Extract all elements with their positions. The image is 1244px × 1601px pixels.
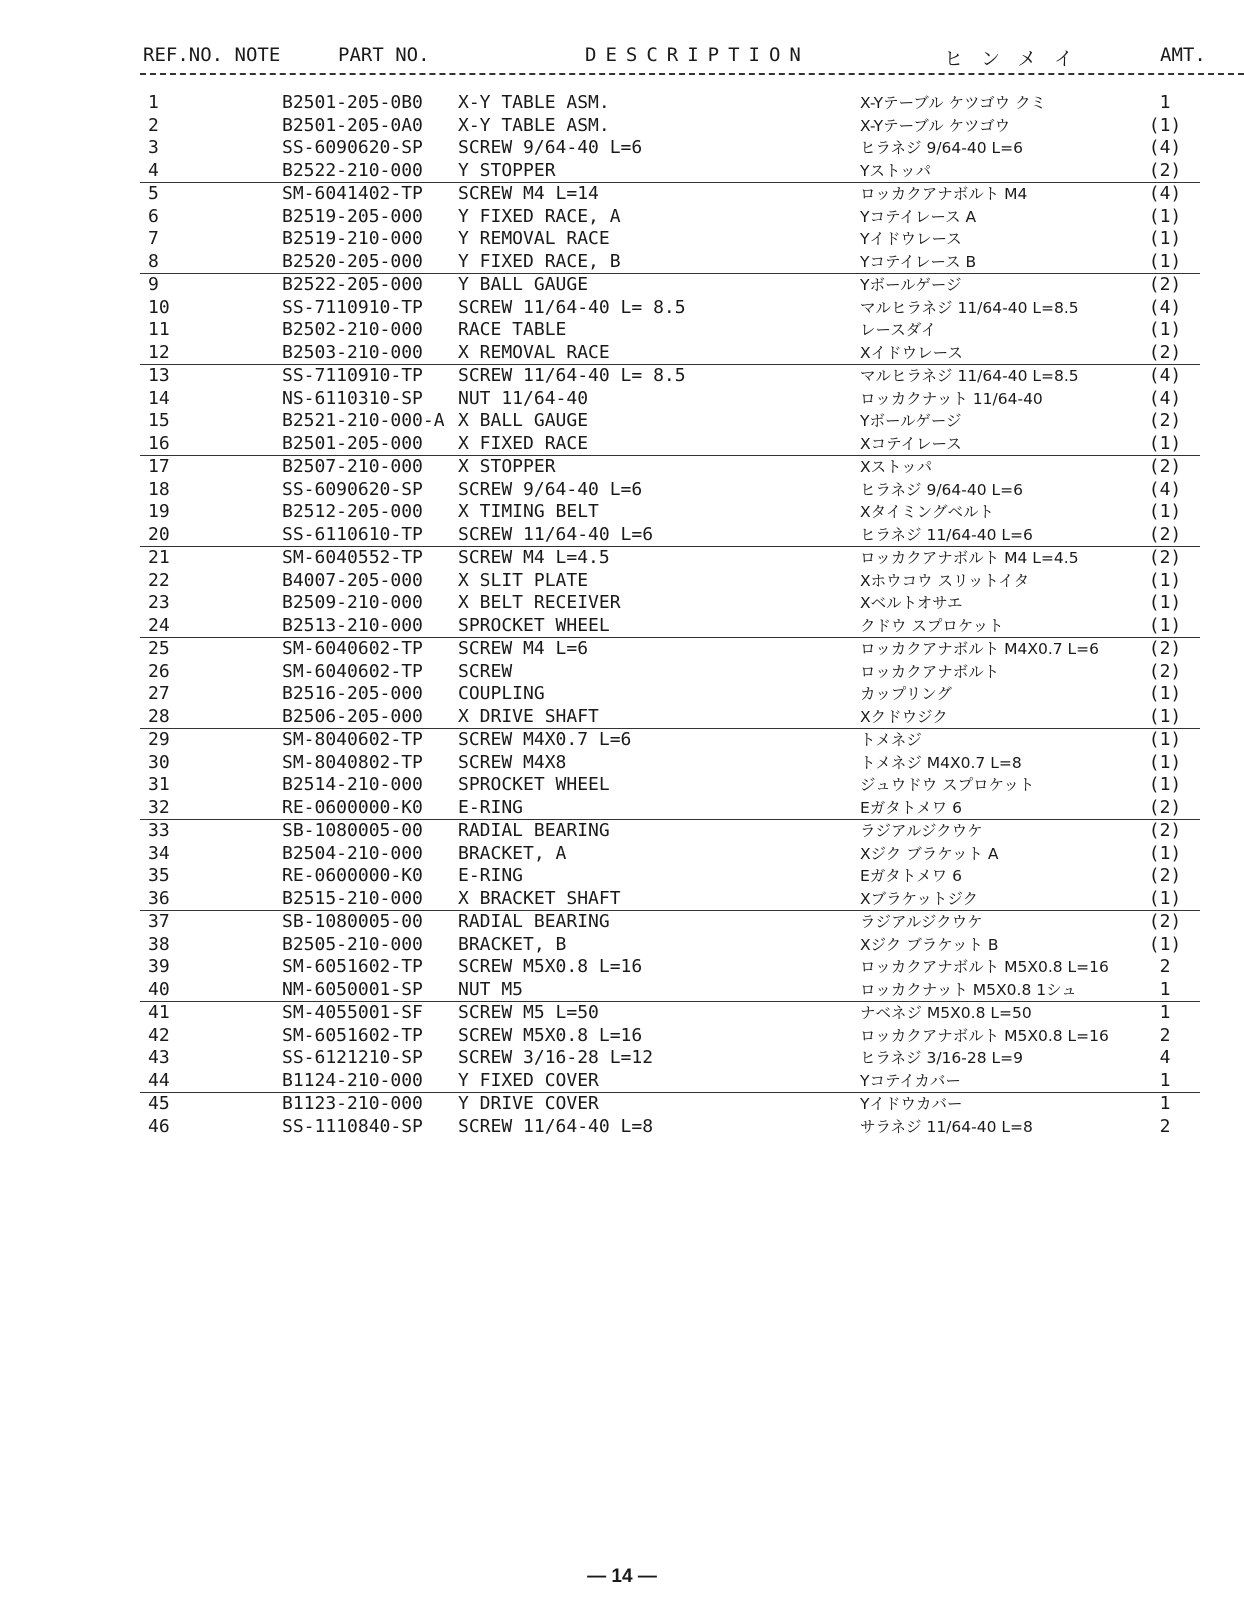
cell-kana-name: マルヒラネジ 11/64-40 L=8.5 <box>860 298 1079 317</box>
cell-ref: 37 <box>148 911 170 932</box>
cell-description: Y BALL GAUGE <box>458 274 589 295</box>
cell-kana-name: ロッカクナット M5X0.8 1シュ <box>860 980 1077 999</box>
cell-ref: 41 <box>148 1002 170 1023</box>
cell-ref: 34 <box>148 842 170 864</box>
cell-kana-name: Eガタトメワ 6 <box>860 798 962 817</box>
cell-description: SCREW M5X0.8 L=16 <box>458 1024 643 1046</box>
cell-description: SCREW 11/64-40 L= 8.5 <box>458 296 686 318</box>
cell-amt: (2) <box>1148 911 1182 932</box>
table-row <box>0 206 1244 229</box>
cell-amt: (1) <box>1148 774 1182 795</box>
cell-ref: 15 <box>148 410 170 431</box>
cell-kana-name: ロッカクアナボルト M5X0.8 L=16 <box>860 958 1109 976</box>
cell-kana-name: ロッカクアナボルト M4X0.7 L=6 <box>860 640 1100 658</box>
cell-part-no: B2515-210-000 <box>282 887 423 909</box>
cell-part-no: RE-0600000-K0 <box>282 796 423 818</box>
cell-part-no: SM-6041402-TP <box>282 183 423 204</box>
cell-kana-name: Yボールゲージ <box>860 412 962 430</box>
cell-description: SCREW 11/64-40 L= 8.5 <box>458 365 686 386</box>
cell-ref: 13 <box>148 365 170 386</box>
cell-kana-name: Xジク ブラケット A <box>860 844 999 863</box>
table-row <box>0 843 1244 866</box>
cell-ref: 45 <box>148 1093 170 1114</box>
cell-part-no: SB-1080005-00 <box>282 911 423 932</box>
cell-kana-name: Eガタトメワ 6 <box>860 867 962 885</box>
table-row <box>0 1025 1244 1048</box>
cell-amt: (1) <box>1148 751 1182 773</box>
cell-amt: (2) <box>1148 820 1182 841</box>
cell-description: X REMOVAL RACE <box>458 341 610 363</box>
cell-ref: 35 <box>148 865 170 886</box>
table-row <box>0 1116 1244 1139</box>
cell-amt: (1) <box>1148 842 1182 864</box>
cell-description: X SLIT PLATE <box>458 569 589 591</box>
table-row <box>140 524 1200 548</box>
table-row <box>0 479 1244 502</box>
cell-ref: 1 <box>148 92 159 113</box>
cell-kana-name: ロッカクナット 11/64-40 <box>860 389 1043 408</box>
cell-description: X-Y TABLE ASM. <box>458 114 610 136</box>
cell-ref: 16 <box>148 432 170 454</box>
cell-part-no: B2507-210-000 <box>282 456 423 477</box>
table-row <box>140 342 1200 366</box>
table-row <box>0 547 1244 570</box>
cell-description: BRACKET, B <box>458 933 567 955</box>
cell-kana-name: ヒラネジ 9/64-40 L=6 <box>860 480 1023 499</box>
cell-part-no: SM-6040602-TP <box>282 638 423 659</box>
cell-kana-name: Xストッパ <box>860 458 933 476</box>
cell-description: Y REMOVAL RACE <box>458 228 610 249</box>
cell-description: RADIAL BEARING <box>458 911 610 932</box>
cell-kana-name: X-Yテーブル ケツゴウ <box>860 116 1011 135</box>
cell-ref: 6 <box>148 205 159 227</box>
table-row <box>140 979 1200 1003</box>
cell-amt: (2) <box>1148 865 1182 886</box>
cell-amt: (1) <box>1148 432 1182 454</box>
cell-amt: (2) <box>1148 796 1182 818</box>
cell-amt: (1) <box>1148 250 1182 272</box>
cell-ref: 18 <box>148 478 170 500</box>
cell-kana-name: トメネジ M4X0.7 L=8 <box>860 753 1022 772</box>
cell-ref: 4 <box>148 159 159 181</box>
table-row <box>0 274 1244 297</box>
cell-amt: (1) <box>1148 705 1182 727</box>
cell-ref: 33 <box>148 820 170 841</box>
header-part-no: PART NO. <box>338 44 430 66</box>
cell-ref: 2 <box>148 114 159 136</box>
table-row <box>140 251 1200 275</box>
cell-part-no: B2501-205-000 <box>282 432 423 454</box>
cell-kana-name: クドウ スプロケット <box>860 616 1004 635</box>
cell-part-no: B2522-205-000 <box>282 274 423 295</box>
cell-description: RADIAL BEARING <box>458 820 610 841</box>
cell-amt: (1) <box>1148 228 1182 249</box>
cell-kana-name: Yボールゲージ <box>860 276 962 294</box>
table-row <box>140 160 1200 184</box>
cell-part-no: B2521-210-000-A <box>282 410 445 431</box>
cell-part-no: B2506-205-000 <box>282 705 423 727</box>
header-kana-name: ヒンメイ <box>944 48 1092 70</box>
cell-part-no: SS-1110840-SP <box>282 1115 423 1137</box>
cell-part-no: B2522-210-000 <box>282 159 423 181</box>
cell-amt: (2) <box>1148 638 1182 659</box>
cell-kana-name: Xブラケットジク <box>860 889 979 908</box>
cell-ref: 40 <box>148 978 170 1000</box>
cell-ref: 7 <box>148 228 159 249</box>
cell-kana-name: レースダイ <box>860 321 937 339</box>
cell-amt: (2) <box>1148 547 1182 568</box>
table-row <box>0 820 1244 843</box>
cell-ref: 36 <box>148 887 170 909</box>
cell-kana-name: ロッカクアナボルト <box>860 662 1000 681</box>
cell-kana-name: Xホウコウ スリットイタ <box>860 571 1030 590</box>
cell-part-no: RE-0600000-K0 <box>282 865 423 886</box>
cell-part-no: SS-7110910-TP <box>282 365 423 386</box>
cell-ref: 32 <box>148 796 170 818</box>
cell-amt: (4) <box>1148 387 1182 409</box>
cell-part-no: B2502-210-000 <box>282 319 423 340</box>
table-row <box>0 956 1244 979</box>
table-header <box>0 40 1244 70</box>
cell-description: SCREW 3/16-28 L=12 <box>458 1047 654 1068</box>
cell-part-no: SS-6121210-SP <box>282 1047 423 1068</box>
cell-kana-name: ロッカクアナボルト M5X0.8 L=16 <box>860 1026 1109 1045</box>
cell-part-no: SS-7110910-TP <box>282 296 423 318</box>
cell-ref: 21 <box>148 547 170 568</box>
cell-kana-name: ロッカクアナボルト M4 <box>860 185 1028 203</box>
cell-amt: (1) <box>1148 729 1182 750</box>
cell-amt: (2) <box>1148 341 1182 363</box>
cell-description: BRACKET, A <box>458 842 567 864</box>
cell-kana-name: マルヒラネジ 11/64-40 L=8.5 <box>860 367 1079 385</box>
cell-description: Y FIXED RACE, B <box>458 250 621 272</box>
parts-list <box>0 92 1244 1138</box>
cell-description: NUT 11/64-40 <box>458 387 589 409</box>
cell-amt: (4) <box>1148 296 1182 318</box>
cell-part-no: SS-6110610-TP <box>282 523 423 545</box>
cell-amt: 2 <box>1159 1024 1171 1046</box>
table-row <box>140 1070 1200 1094</box>
cell-part-no: B2501-205-0A0 <box>282 114 423 136</box>
table-row <box>140 615 1200 639</box>
cell-description: X DRIVE SHAFT <box>458 705 599 727</box>
cell-ref: 29 <box>148 729 170 750</box>
cell-ref: 23 <box>148 592 170 613</box>
cell-description: SCREW M5 L=50 <box>458 1002 599 1023</box>
cell-part-no: SM-6051602-TP <box>282 1024 423 1046</box>
cell-kana-name: ラジアルジクウケ <box>860 913 983 931</box>
table-row <box>0 410 1244 433</box>
cell-description: X BELT RECEIVER <box>458 592 621 613</box>
table-row <box>0 501 1244 524</box>
cell-kana-name: X-Yテーブル ケツゴウ クミ <box>860 94 1047 112</box>
cell-part-no: B2504-210-000 <box>282 842 423 864</box>
cell-ref: 28 <box>148 705 170 727</box>
table-row <box>0 228 1244 251</box>
cell-amt: (1) <box>1148 319 1182 340</box>
cell-amt: (1) <box>1148 114 1182 136</box>
table-row <box>0 456 1244 479</box>
cell-kana-name: ラジアルジクウケ <box>860 822 983 840</box>
cell-description: X STOPPER <box>458 456 556 477</box>
cell-kana-name: Yストッパ <box>860 161 932 180</box>
cell-amt: 1 <box>1159 1069 1171 1091</box>
table-row <box>0 729 1244 752</box>
cell-description: Y FIXED RACE, A <box>458 205 621 227</box>
cell-description: SCREW M4X0.7 L=6 <box>458 729 632 750</box>
cell-part-no: SM-6040552-TP <box>282 547 423 568</box>
cell-part-no: B2519-210-000 <box>282 228 423 249</box>
cell-amt: (1) <box>1148 569 1182 591</box>
header-amt: AMT. <box>1160 44 1206 66</box>
table-row <box>0 297 1244 320</box>
cell-description: X FIXED RACE <box>458 432 589 454</box>
cell-kana-name: トメネジ <box>860 731 922 749</box>
table-row <box>0 683 1244 706</box>
cell-part-no: SB-1080005-00 <box>282 820 423 841</box>
cell-amt: 4 <box>1159 1047 1171 1068</box>
cell-part-no: B2520-205-000 <box>282 250 423 272</box>
cell-part-no: B2513-210-000 <box>282 614 423 636</box>
cell-ref: 19 <box>148 501 170 522</box>
cell-kana-name: ヒラネジ 9/64-40 L=6 <box>860 139 1023 157</box>
cell-description: RACE TABLE <box>458 319 567 340</box>
cell-description: SCREW M4 L=6 <box>458 638 589 659</box>
cell-kana-name: Xジク ブラケット B <box>860 935 999 954</box>
cell-ref: 17 <box>148 456 170 477</box>
cell-kana-name: Yイドウレース <box>860 230 962 248</box>
table-row <box>0 865 1244 888</box>
cell-amt: (2) <box>1148 274 1182 295</box>
cell-amt: 2 <box>1159 1115 1171 1137</box>
table-row <box>0 1002 1244 1025</box>
cell-amt: (4) <box>1148 137 1182 158</box>
table-row <box>140 888 1200 912</box>
cell-kana-name: Xタイミングベルト <box>860 503 994 521</box>
cell-ref: 24 <box>148 614 170 636</box>
cell-amt: (2) <box>1148 660 1182 682</box>
table-row <box>0 115 1244 138</box>
table-row <box>0 319 1244 342</box>
cell-amt: (1) <box>1148 205 1182 227</box>
cell-ref: 11 <box>148 319 170 340</box>
cell-kana-name: ヒラネジ 11/64-40 L=6 <box>860 525 1033 544</box>
table-row <box>0 92 1244 115</box>
table-row <box>0 1093 1244 1116</box>
cell-ref: 3 <box>148 137 159 158</box>
cell-description: SCREW <box>458 660 513 682</box>
table-row <box>140 706 1200 730</box>
cell-amt: (4) <box>1148 365 1182 386</box>
cell-part-no: B2516-205-000 <box>282 683 423 704</box>
cell-description: SCREW M4 L=14 <box>458 183 599 204</box>
cell-part-no: B2512-205-000 <box>282 501 423 522</box>
cell-amt: 1 <box>1159 92 1171 113</box>
cell-ref: 12 <box>148 341 170 363</box>
cell-amt: (2) <box>1148 456 1182 477</box>
cell-description: E-RING <box>458 865 524 886</box>
cell-description: NUT M5 <box>458 978 524 1000</box>
cell-description: SPROCKET WHEEL <box>458 614 610 636</box>
table-row <box>0 183 1244 206</box>
table-row <box>0 934 1244 957</box>
cell-description: SCREW M5X0.8 L=16 <box>458 956 643 977</box>
cell-part-no: B2509-210-000 <box>282 592 423 613</box>
header-ref-note: REF.NO. NOTE <box>143 44 281 66</box>
cell-kana-name: Yコテイカバー <box>860 1071 961 1090</box>
cell-amt: 1 <box>1159 1002 1171 1023</box>
cell-description: X BRACKET SHAFT <box>458 887 621 909</box>
cell-amt: (1) <box>1148 614 1182 636</box>
cell-description: X-Y TABLE ASM. <box>458 92 610 113</box>
cell-ref: 14 <box>148 387 170 409</box>
cell-kana-name: ロッカクアナボルト M4 L=4.5 <box>860 549 1079 567</box>
cell-amt: (2) <box>1148 159 1182 181</box>
table-row <box>0 911 1244 934</box>
cell-description: X TIMING BELT <box>458 501 599 522</box>
page-number: — 14 — <box>587 1566 657 1587</box>
cell-ref: 27 <box>148 683 170 704</box>
cell-amt: (2) <box>1148 410 1182 431</box>
cell-part-no: SS-6090620-SP <box>282 137 423 158</box>
cell-ref: 10 <box>148 296 170 318</box>
cell-amt: 1 <box>1159 1093 1171 1114</box>
cell-ref: 46 <box>148 1115 170 1137</box>
cell-description: X BALL GAUGE <box>458 410 589 431</box>
cell-amt: 1 <box>1159 978 1171 1000</box>
cell-amt: (1) <box>1148 592 1182 613</box>
cell-kana-name: Xイドウレース <box>860 343 963 362</box>
cell-ref: 25 <box>148 638 170 659</box>
cell-ref: 42 <box>148 1024 170 1046</box>
cell-description: SCREW 9/64-40 L=6 <box>458 137 643 158</box>
cell-part-no: SM-6051602-TP <box>282 956 423 977</box>
table-row <box>0 365 1244 388</box>
cell-ref: 39 <box>148 956 170 977</box>
cell-part-no: NM-6050001-SP <box>282 978 423 1000</box>
cell-description: COUPLING <box>458 683 545 704</box>
cell-kana-name: ナベネジ M5X0.8 L=50 <box>860 1004 1032 1022</box>
cell-kana-name: Xベルトオサエ <box>860 594 963 612</box>
cell-description: SCREW 9/64-40 L=6 <box>458 478 643 500</box>
table-row <box>0 388 1244 411</box>
cell-amt: (1) <box>1148 683 1182 704</box>
cell-kana-name: サラネジ 11/64-40 L=8 <box>860 1117 1033 1136</box>
cell-kana-name: ジュウドウ スプロケット <box>860 776 1035 794</box>
table-row <box>0 137 1244 160</box>
cell-ref: 5 <box>148 183 159 204</box>
cell-ref: 38 <box>148 933 170 955</box>
table-row <box>0 592 1244 615</box>
cell-ref: 30 <box>148 751 170 773</box>
cell-amt: 2 <box>1159 956 1171 977</box>
table-row <box>0 774 1244 797</box>
cell-description: Y DRIVE COVER <box>458 1093 599 1114</box>
table-row <box>0 570 1244 593</box>
header-divider <box>140 73 1244 75</box>
cell-amt: (1) <box>1148 933 1182 955</box>
cell-kana-name: Yコテイレース B <box>860 252 977 271</box>
cell-description: Y FIXED COVER <box>458 1069 599 1091</box>
cell-ref: 26 <box>148 660 170 682</box>
cell-amt: (1) <box>1148 501 1182 522</box>
cell-amt: (1) <box>1148 887 1182 909</box>
cell-ref: 43 <box>148 1047 170 1068</box>
cell-part-no: SM-8040802-TP <box>282 751 423 773</box>
cell-description: Y STOPPER <box>458 159 556 181</box>
cell-amt: (4) <box>1148 183 1182 204</box>
cell-part-no: B2503-210-000 <box>282 341 423 363</box>
cell-ref: 20 <box>148 523 170 545</box>
cell-amt: (4) <box>1148 478 1182 500</box>
cell-part-no: B1123-210-000 <box>282 1093 423 1114</box>
cell-description: SCREW M4X8 <box>458 751 567 773</box>
cell-part-no: B1124-210-000 <box>282 1069 423 1091</box>
cell-description: SPROCKET WHEEL <box>458 774 610 795</box>
cell-part-no: SS-6090620-SP <box>282 478 423 500</box>
cell-part-no: B4007-205-000 <box>282 569 423 591</box>
table-row <box>0 752 1244 775</box>
cell-kana-name: Yイドウカバー <box>860 1095 963 1113</box>
cell-part-no: B2519-205-000 <box>282 205 423 227</box>
cell-description: SCREW 11/64-40 L=8 <box>458 1115 654 1137</box>
cell-ref: 8 <box>148 250 159 272</box>
table-row <box>0 1047 1244 1070</box>
cell-ref: 9 <box>148 274 159 295</box>
header-description: DESCRIPTION <box>585 44 810 66</box>
cell-ref: 22 <box>148 569 170 591</box>
cell-ref: 44 <box>148 1069 170 1091</box>
table-row <box>140 797 1200 821</box>
cell-part-no: SM-8040602-TP <box>282 729 423 750</box>
cell-description: SCREW M4 L=4.5 <box>458 547 610 568</box>
table-row <box>0 661 1244 684</box>
cell-description: E-RING <box>458 796 524 818</box>
cell-kana-name: Yコテイレース A <box>860 207 977 226</box>
cell-ref: 31 <box>148 774 170 795</box>
cell-part-no: SM-4055001-SF <box>282 1002 423 1023</box>
cell-part-no: NS-6110310-SP <box>282 387 423 409</box>
cell-part-no: B2501-205-0B0 <box>282 92 423 113</box>
cell-kana-name: Xクドウジク <box>860 707 948 726</box>
cell-amt: (2) <box>1148 523 1182 545</box>
cell-part-no: B2514-210-000 <box>282 774 423 795</box>
cell-kana-name: Xコテイレース <box>860 434 962 453</box>
cell-kana-name: ヒラネジ 3/16-28 L=9 <box>860 1049 1023 1067</box>
table-row <box>140 433 1200 457</box>
table-row <box>0 638 1244 661</box>
cell-kana-name: カップリング <box>860 685 952 703</box>
cell-part-no: B2505-210-000 <box>282 933 423 955</box>
cell-description: SCREW 11/64-40 L=6 <box>458 523 654 545</box>
cell-part-no: SM-6040602-TP <box>282 660 423 682</box>
